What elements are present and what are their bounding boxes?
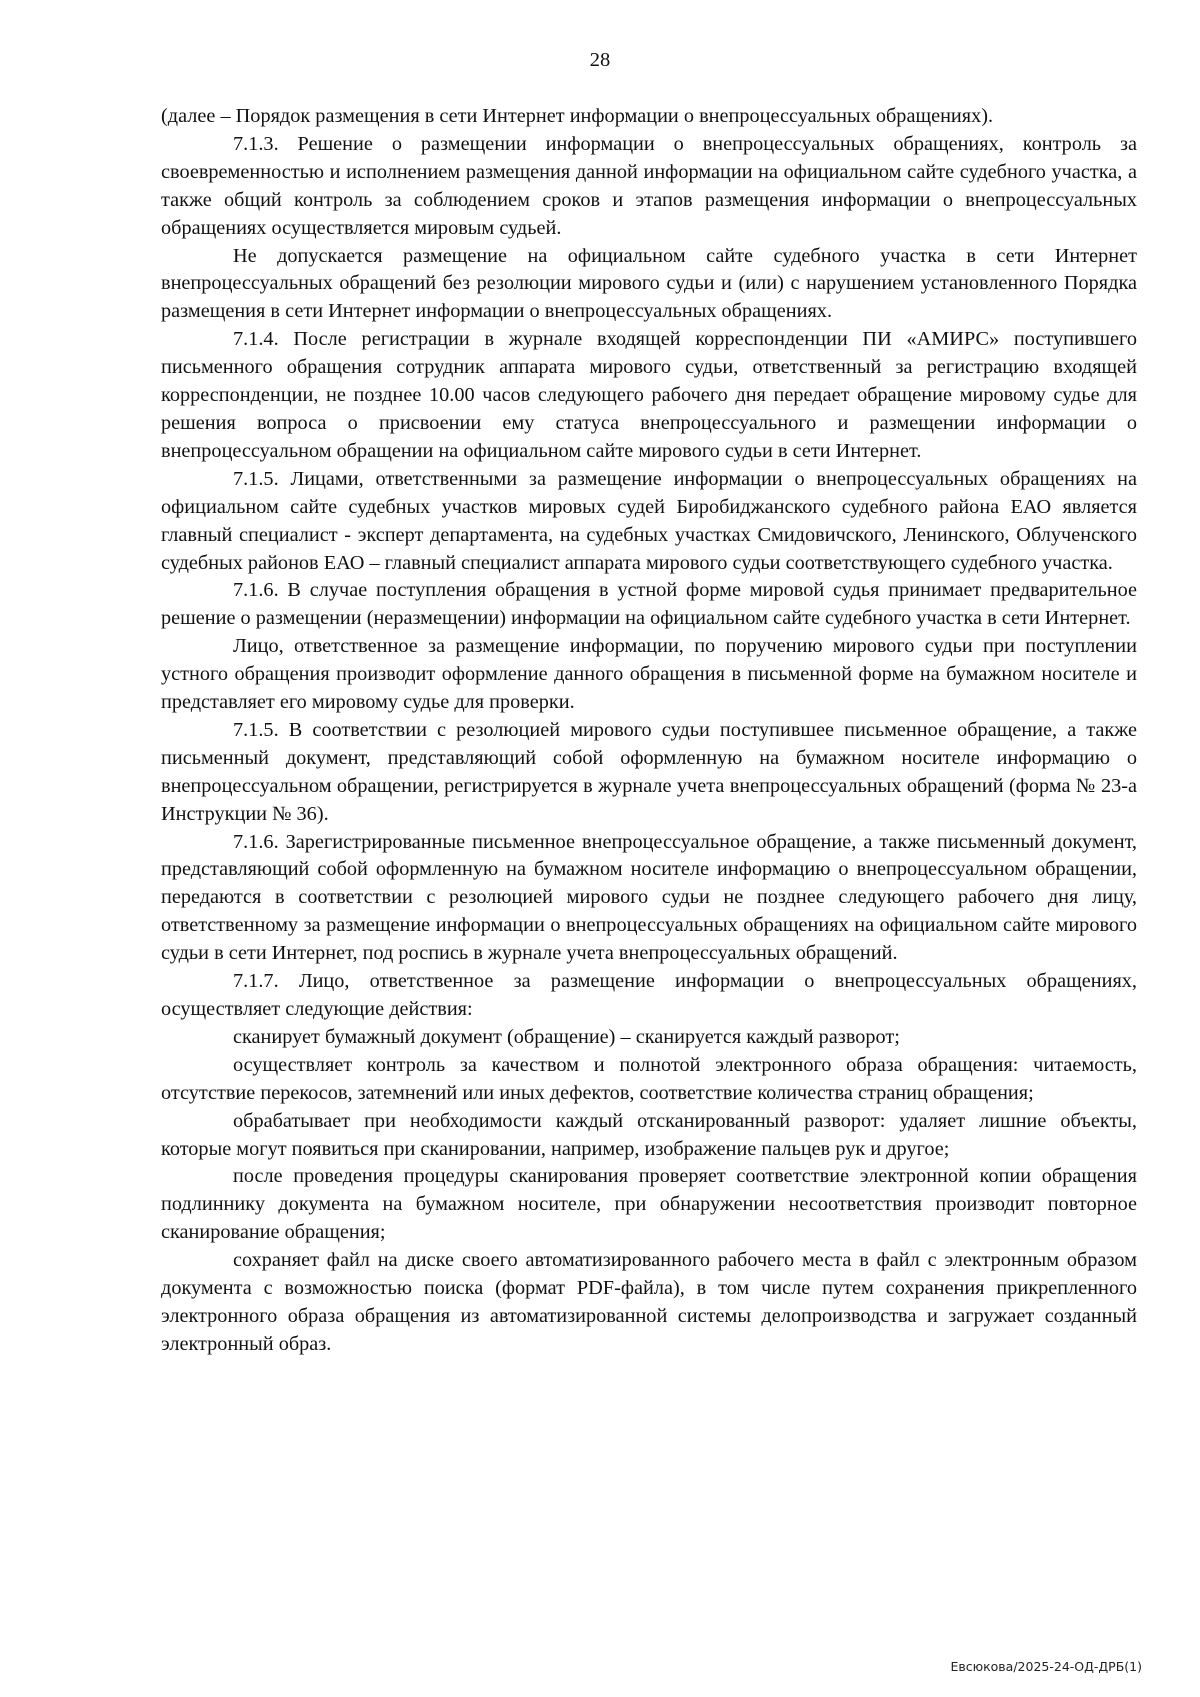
document-body	[161, 103, 1137, 1359]
list-item-save-file: сохраняет файл на диске своего автоматизированного рабочего места в файл с электронным образом документа с возможностью поиска (формат PDF-файла), в том числе путем сохранения прикрепленного электронного образа обращения из автоматизированной системы делопроизводства и загружает созданный электронный образ.	[161, 1249, 1137, 1355]
list-item-processing: обрабатывает при необходимости каждый отсканированный разворот: удаляет лишние объекты, которые могут появиться при сканировании, например, изображение пальцев рук и другое;	[161, 1109, 1137, 1160]
list-item-quality-control: осуществляет контроль за качеством и полнотой электронного образа обращения: читаемость, отсутствие перекосов, затемнений или иных дефектов, соответствие количества страниц обращения;	[161, 1053, 1137, 1104]
paragraph-7-1-5-responsible: 7.1.5. Лицами, ответственными за размещение информации о внепроцессуальных обращениях на официальном сайте судебных участков мировых судей Биробиджанского судебного района ЕАО является главный специалист - эксперт департамента, на судебных участках Смидовичского, Ленинского, Облученского судебных районов ЕАО – главный специалист аппарата мирового судьи соответствующего судебного участка.	[161, 467, 1137, 574]
list-item-verification: после проведения процедуры сканирования проверяет соответствие электронной копии обращения подлиннику документа на бумажном носителе, при обнаружении несоответствия производит повторное сканирование обращения;	[161, 1165, 1137, 1244]
paragraph-prohibition: Не допускается размещение на официальном сайте судебного участка в сети Интернет внепроцессуальных обращений без резолюции мирового судьи и (или) с нарушением установленного Порядка размещения в сети Интернет информации о внепроцессуальных обращениях.	[161, 244, 1137, 323]
paragraph-7-1-7: 7.1.7. Лицо, ответственное за размещение информации о внепроцессуальных обращениях, осуществляет следующие действия:	[161, 970, 1137, 1020]
paragraph-7-1-6-transfer: 7.1.6. Зарегистрированные письменное внепроцессуальное обращение, а также письменный документ, представляющий собой оформленную на бумажном носителе информацию о внепроцессуальном обращении, передаются в соответствии с резолюцией мирового судьи не позднее следующего рабочего дня лицу, ответственному за размещение информации о внепроцессуальных обращениях на официальном сайте мирового судьи в сети Интернет, под роспись в журнале учета внепроцессуальных обращений.	[161, 830, 1137, 965]
paragraph-oral-registration: Лицо, ответственное за размещение информации, по поручению мирового судьи при поступлении устного обращения производит оформление данного обращения в письменной форме на бумажном носителе и представляет его мировому судье для проверки.	[161, 635, 1137, 714]
paragraph-7-1-4: 7.1.4. После регистрации в журнале входящей корреспонденции ПИ «АМИРС» поступившего письменного обращения сотрудник аппарата мирового судьи, ответственный за регистрацию входящей корреспонденции, не позднее 10.00 часов следующего рабочего дня передает обращение мировому судье для решения вопроса о присвоении ему статуса внепроцессуального и размещении информации о внепроцессуальном обращении на официальном сайте мирового судьи в сети Интернет.	[161, 328, 1137, 462]
page-number: 28	[589, 49, 611, 71]
paragraph-7-1-3: 7.1.3. Решение о размещении информации о внепроцессуальных обращениях, контроль за своевременностью и исполнением размещения данной информации на официальном сайте судебного участка, а также общий контроль за соблюдением сроков и этапов размещения информации о внепроцессуальных обращениях осуществляется мировым судьей.	[161, 132, 1137, 239]
paragraph-7-1-6-oral: 7.1.6. В случае поступления обращения в устной форме мировой судья принимает предварительное решение о размещении (неразмещении) информации на официальном сайте судебного участка в сети Интернет.	[161, 579, 1137, 630]
paragraph-7-1-5-registration: 7.1.5. В соответствии с резолюцией мирового судьи поступившее письменное обращение, а также письменный документ, представляющий собой оформленную на бумажном носителе информацию о внепроцессуальном обращении, регистрируется в журнале учета внепроцессуальных обращений (форма № 23-а Инструкции № 36).	[161, 718, 1137, 825]
document-footer-code: Евсюкова/2025-24-ОД-ДРБ(1)	[950, 1659, 1142, 1674]
paragraph-continuation: (далее – Порядок размещения в сети Интернет информации о внепроцессуальных обращениях).	[161, 105, 994, 127]
list-item-scan: сканирует бумажный документ (обращение) – сканируется каждый разворот;	[233, 1025, 900, 1048]
